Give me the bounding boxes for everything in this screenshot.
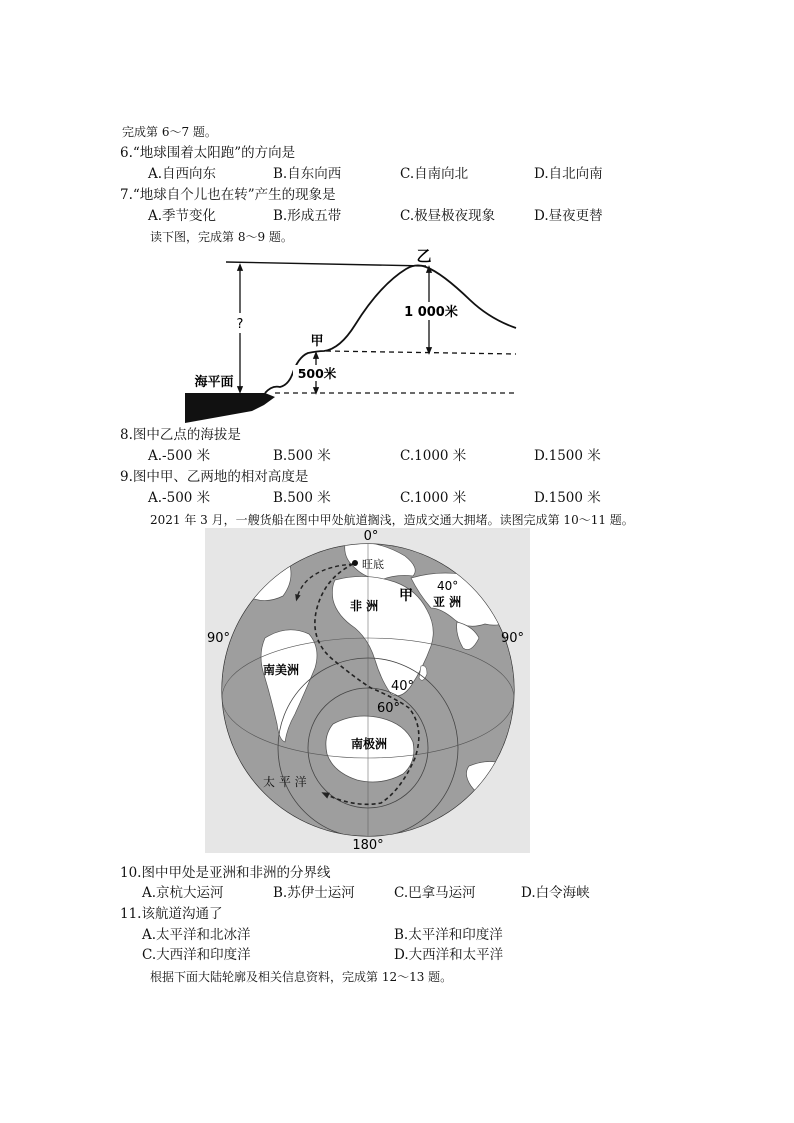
- question-10-stem: 10.图中甲处是亚洲和非洲的分界线: [120, 865, 331, 881]
- label-equator: 赤道: [409, 624, 429, 635]
- label-south-america: 南美洲: [263, 663, 300, 677]
- q9-option-b: B.500 米: [273, 490, 331, 506]
- label-1000m: 1 000米: [404, 305, 458, 320]
- q10-option-d: D.白令海峡: [521, 885, 590, 901]
- intro-8-9: 读下图，完成第 8～9 题。: [150, 230, 293, 244]
- q10-option-b: B.苏伊士运河: [273, 885, 355, 901]
- q8-option-d: D.1500 米: [534, 448, 601, 464]
- intro-10-11: 2021 年 3 月，一艘货船在图中甲处航道搁浅，造成交通大拥堵。读图完成第 10～11 题。: [150, 513, 634, 527]
- label-point-yi: 乙: [416, 247, 432, 265]
- q8-option-b: B.500 米: [273, 448, 331, 464]
- label-lat-40-north: 40°: [437, 579, 459, 593]
- q8-option-a: A.-500 米: [148, 448, 211, 464]
- question-6-stem: 6.“地球围着太阳跑”的方向是: [120, 145, 296, 161]
- q6-option-a: A.自西向东: [148, 166, 217, 182]
- label-meridian-90-west: 90°: [207, 631, 231, 646]
- label-jia-globe: 甲: [399, 588, 413, 604]
- q10-option-a: A.京杭大运河: [142, 885, 224, 901]
- q7-option-c: C.极昼极夜现象: [400, 208, 496, 224]
- q7-option-a: A.季节变化: [148, 208, 217, 224]
- intro-12-13: 根据下面大陆轮廓及相关信息资料，完成第 12～13 题。: [150, 970, 453, 984]
- q6-option-b: B.自东向西: [273, 166, 342, 182]
- label-africa: 非 洲: [350, 599, 379, 613]
- q9-option-d: D.1500 米: [534, 490, 601, 506]
- label-lat-60: 60°: [377, 701, 401, 716]
- label-city: 旺底: [362, 558, 384, 571]
- q11-option-d: D.大西洋和太平洋: [394, 947, 504, 963]
- question-11-stem: 11.该航道沟通了: [120, 906, 223, 922]
- question-9-stem: 9.图中甲、乙两地的相对高度是: [120, 469, 309, 485]
- q6-option-d: D.自北向南: [534, 166, 603, 182]
- terrain-profile-diagram: [180, 245, 525, 425]
- q10-option-c: C.巴拿马运河: [394, 885, 476, 901]
- label-meridian-90-east: 90°: [501, 631, 525, 646]
- q7-option-b: B.形成五带: [273, 208, 342, 224]
- label-antarctica: 南极洲: [351, 737, 388, 751]
- label-500m: 500米: [297, 366, 337, 381]
- q7-option-d: D.昼夜更替: [534, 208, 603, 224]
- label-meridian-180: 180°: [352, 838, 384, 853]
- label-unknown-height: ?: [236, 317, 244, 332]
- q11-option-a: A.太平洋和北冰洋: [142, 927, 251, 943]
- label-point-jia: 甲: [310, 334, 324, 349]
- label-lat-40: 40°: [391, 679, 415, 694]
- question-8-stem: 8.图中乙点的海拔是: [120, 427, 241, 443]
- label-pacific: 太 平 洋: [263, 775, 307, 789]
- intro-6-7: 完成第 6～7 题。: [122, 125, 217, 139]
- q9-option-a: A.-500 米: [148, 490, 211, 506]
- q11-option-c: C.大西洋和印度洋: [142, 947, 251, 963]
- q9-option-c: C.1000 米: [400, 490, 467, 506]
- q11-option-b: B.太平洋和印度洋: [394, 927, 503, 943]
- label-sea-level: 海平面: [194, 375, 234, 390]
- globe-map: [205, 528, 530, 853]
- question-7-stem: 7.“地球自个儿也在转”产生的现象是: [120, 187, 336, 203]
- q6-option-c: C.自南向北: [400, 166, 469, 182]
- q8-option-c: C.1000 米: [400, 448, 467, 464]
- label-asia: 亚 洲: [433, 595, 462, 609]
- label-meridian-0: 0°: [363, 529, 379, 544]
